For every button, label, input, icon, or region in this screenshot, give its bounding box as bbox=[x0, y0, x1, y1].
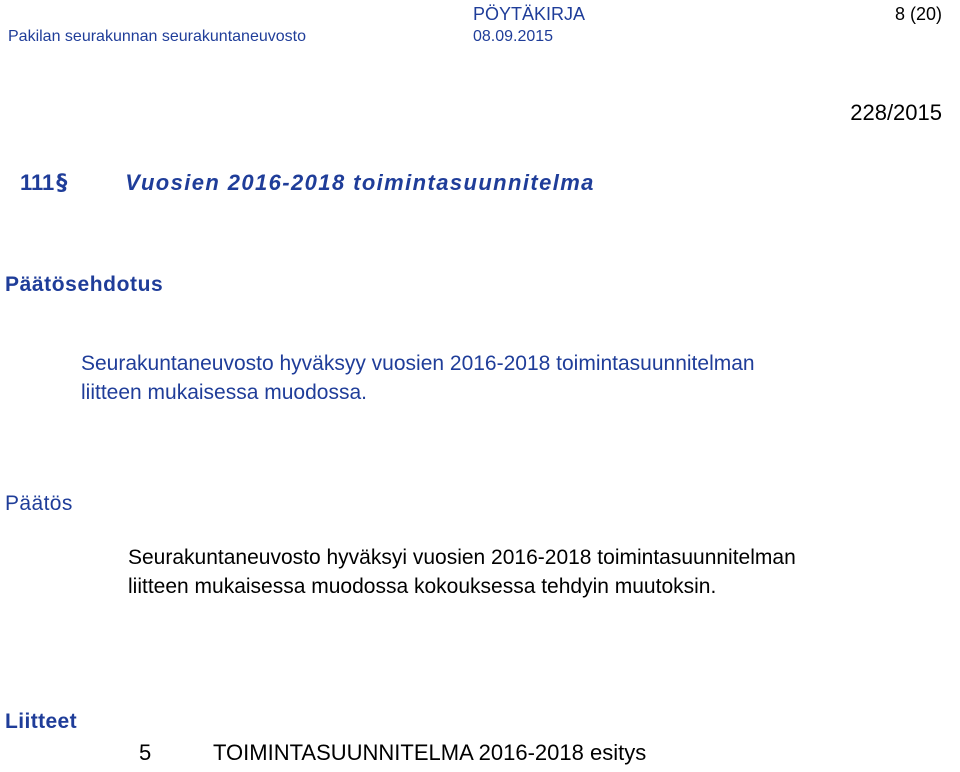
attachment-title: TOIMINTASUUNNITELMA 2016-2018 esitys bbox=[213, 740, 647, 765]
section-number: 111 bbox=[20, 170, 55, 195]
decision-line: liitteen mukaisessa muodossa kokouksessa tehdyin muutoksin. bbox=[128, 575, 717, 598]
page-indicator: 8 (20) bbox=[894, 4, 942, 24]
document-type: PÖYTÄKIRJA bbox=[473, 4, 586, 24]
proposal-line: Seurakuntaneuvosto hyväksyy vuosien 2016-2018 toimintasuunnitelman bbox=[81, 352, 755, 375]
section-title: Vuosien 2016-2018 toimintasuunnitelma bbox=[125, 170, 595, 195]
attachments-heading: Liitteet bbox=[5, 710, 78, 733]
case-number: 228/2015 bbox=[850, 100, 942, 125]
section-heading bbox=[20, 170, 595, 196]
attachment-number: 5 bbox=[139, 740, 152, 765]
decision-line: Seurakuntaneuvosto hyväksyi vuosien 2016-2018 toimintasuunnitelman bbox=[128, 546, 796, 569]
proposal-line: liitteen mukaisessa muodossa. bbox=[81, 381, 367, 404]
proposal-text bbox=[81, 349, 755, 407]
proposal-heading: Päätösehdotus bbox=[5, 273, 164, 296]
section-sign: § bbox=[56, 171, 68, 196]
organization-name: Pakilan seurakunnan seurakuntaneuvosto bbox=[8, 28, 306, 45]
meeting-date: 08.09.2015 bbox=[473, 28, 554, 45]
decision-text bbox=[128, 543, 796, 601]
decision-heading: Päätös bbox=[5, 492, 73, 515]
